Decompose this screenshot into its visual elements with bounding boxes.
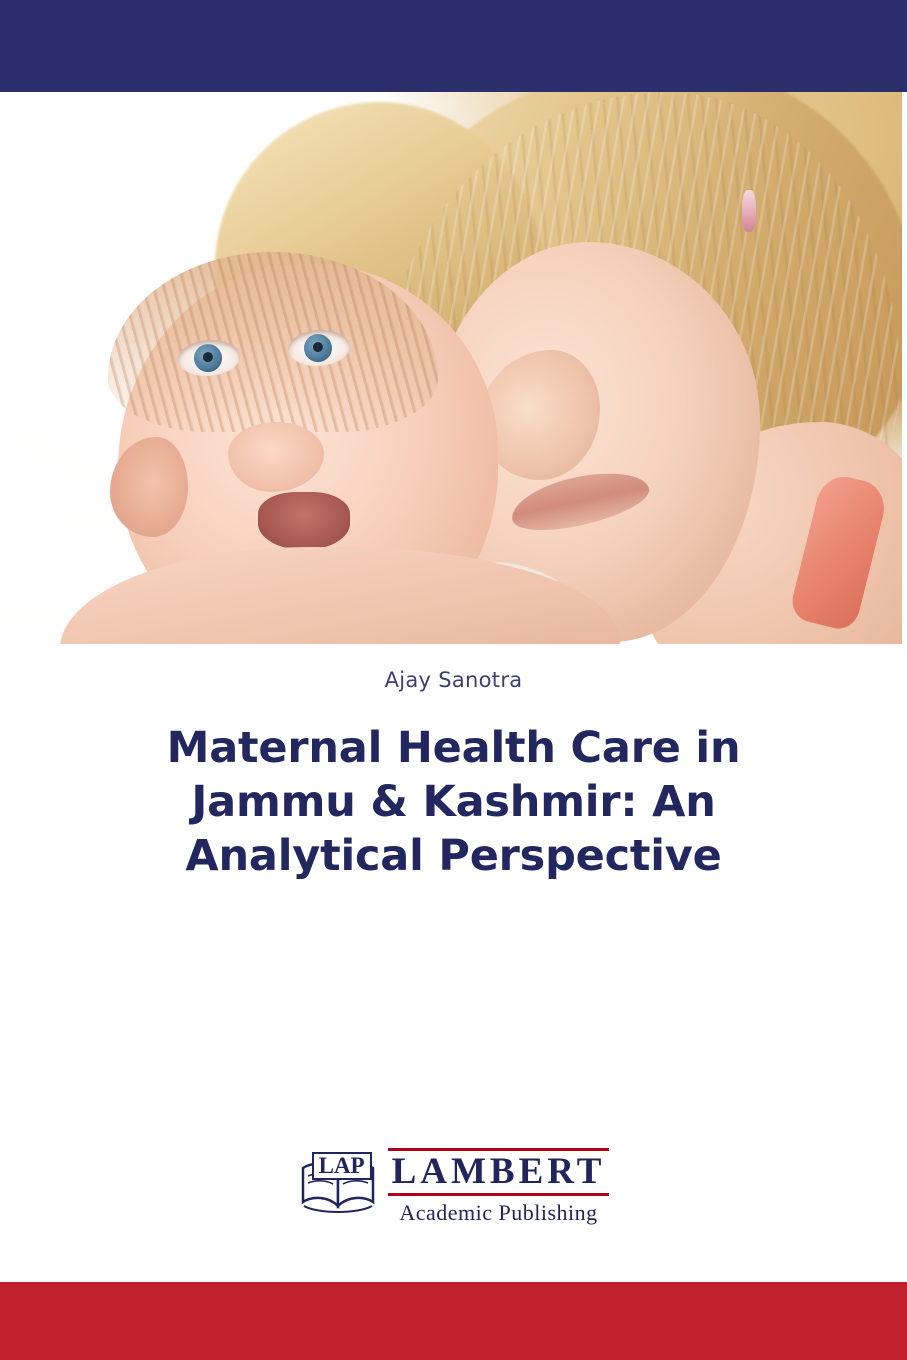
publisher-tagline: Academic Publishing: [399, 1200, 598, 1225]
open-book-icon: [298, 1153, 378, 1218]
title-line-1: Maternal Health Care in: [166, 723, 741, 773]
cover-photo-frame: [0, 92, 907, 644]
publisher-name: LAMBERT: [388, 1148, 610, 1196]
title-line-3: Analytical Perspective: [185, 830, 722, 881]
earring-icon: [742, 190, 756, 232]
top-color-band: [0, 0, 907, 92]
publisher-logo: [0, 1148, 907, 1226]
baby-iris-right: [303, 333, 333, 363]
page-title: [95, 722, 812, 883]
author-name: Ajay Sanotra: [384, 668, 523, 692]
cover-photo: [0, 92, 907, 644]
bottom-color-band: [0, 1282, 907, 1360]
title-line-2: Jammu & Kashmir: An: [191, 776, 716, 827]
baby-mouth: [258, 492, 350, 550]
publisher-mark: LAP: [312, 1152, 372, 1180]
baby-iris-left: [193, 343, 223, 373]
